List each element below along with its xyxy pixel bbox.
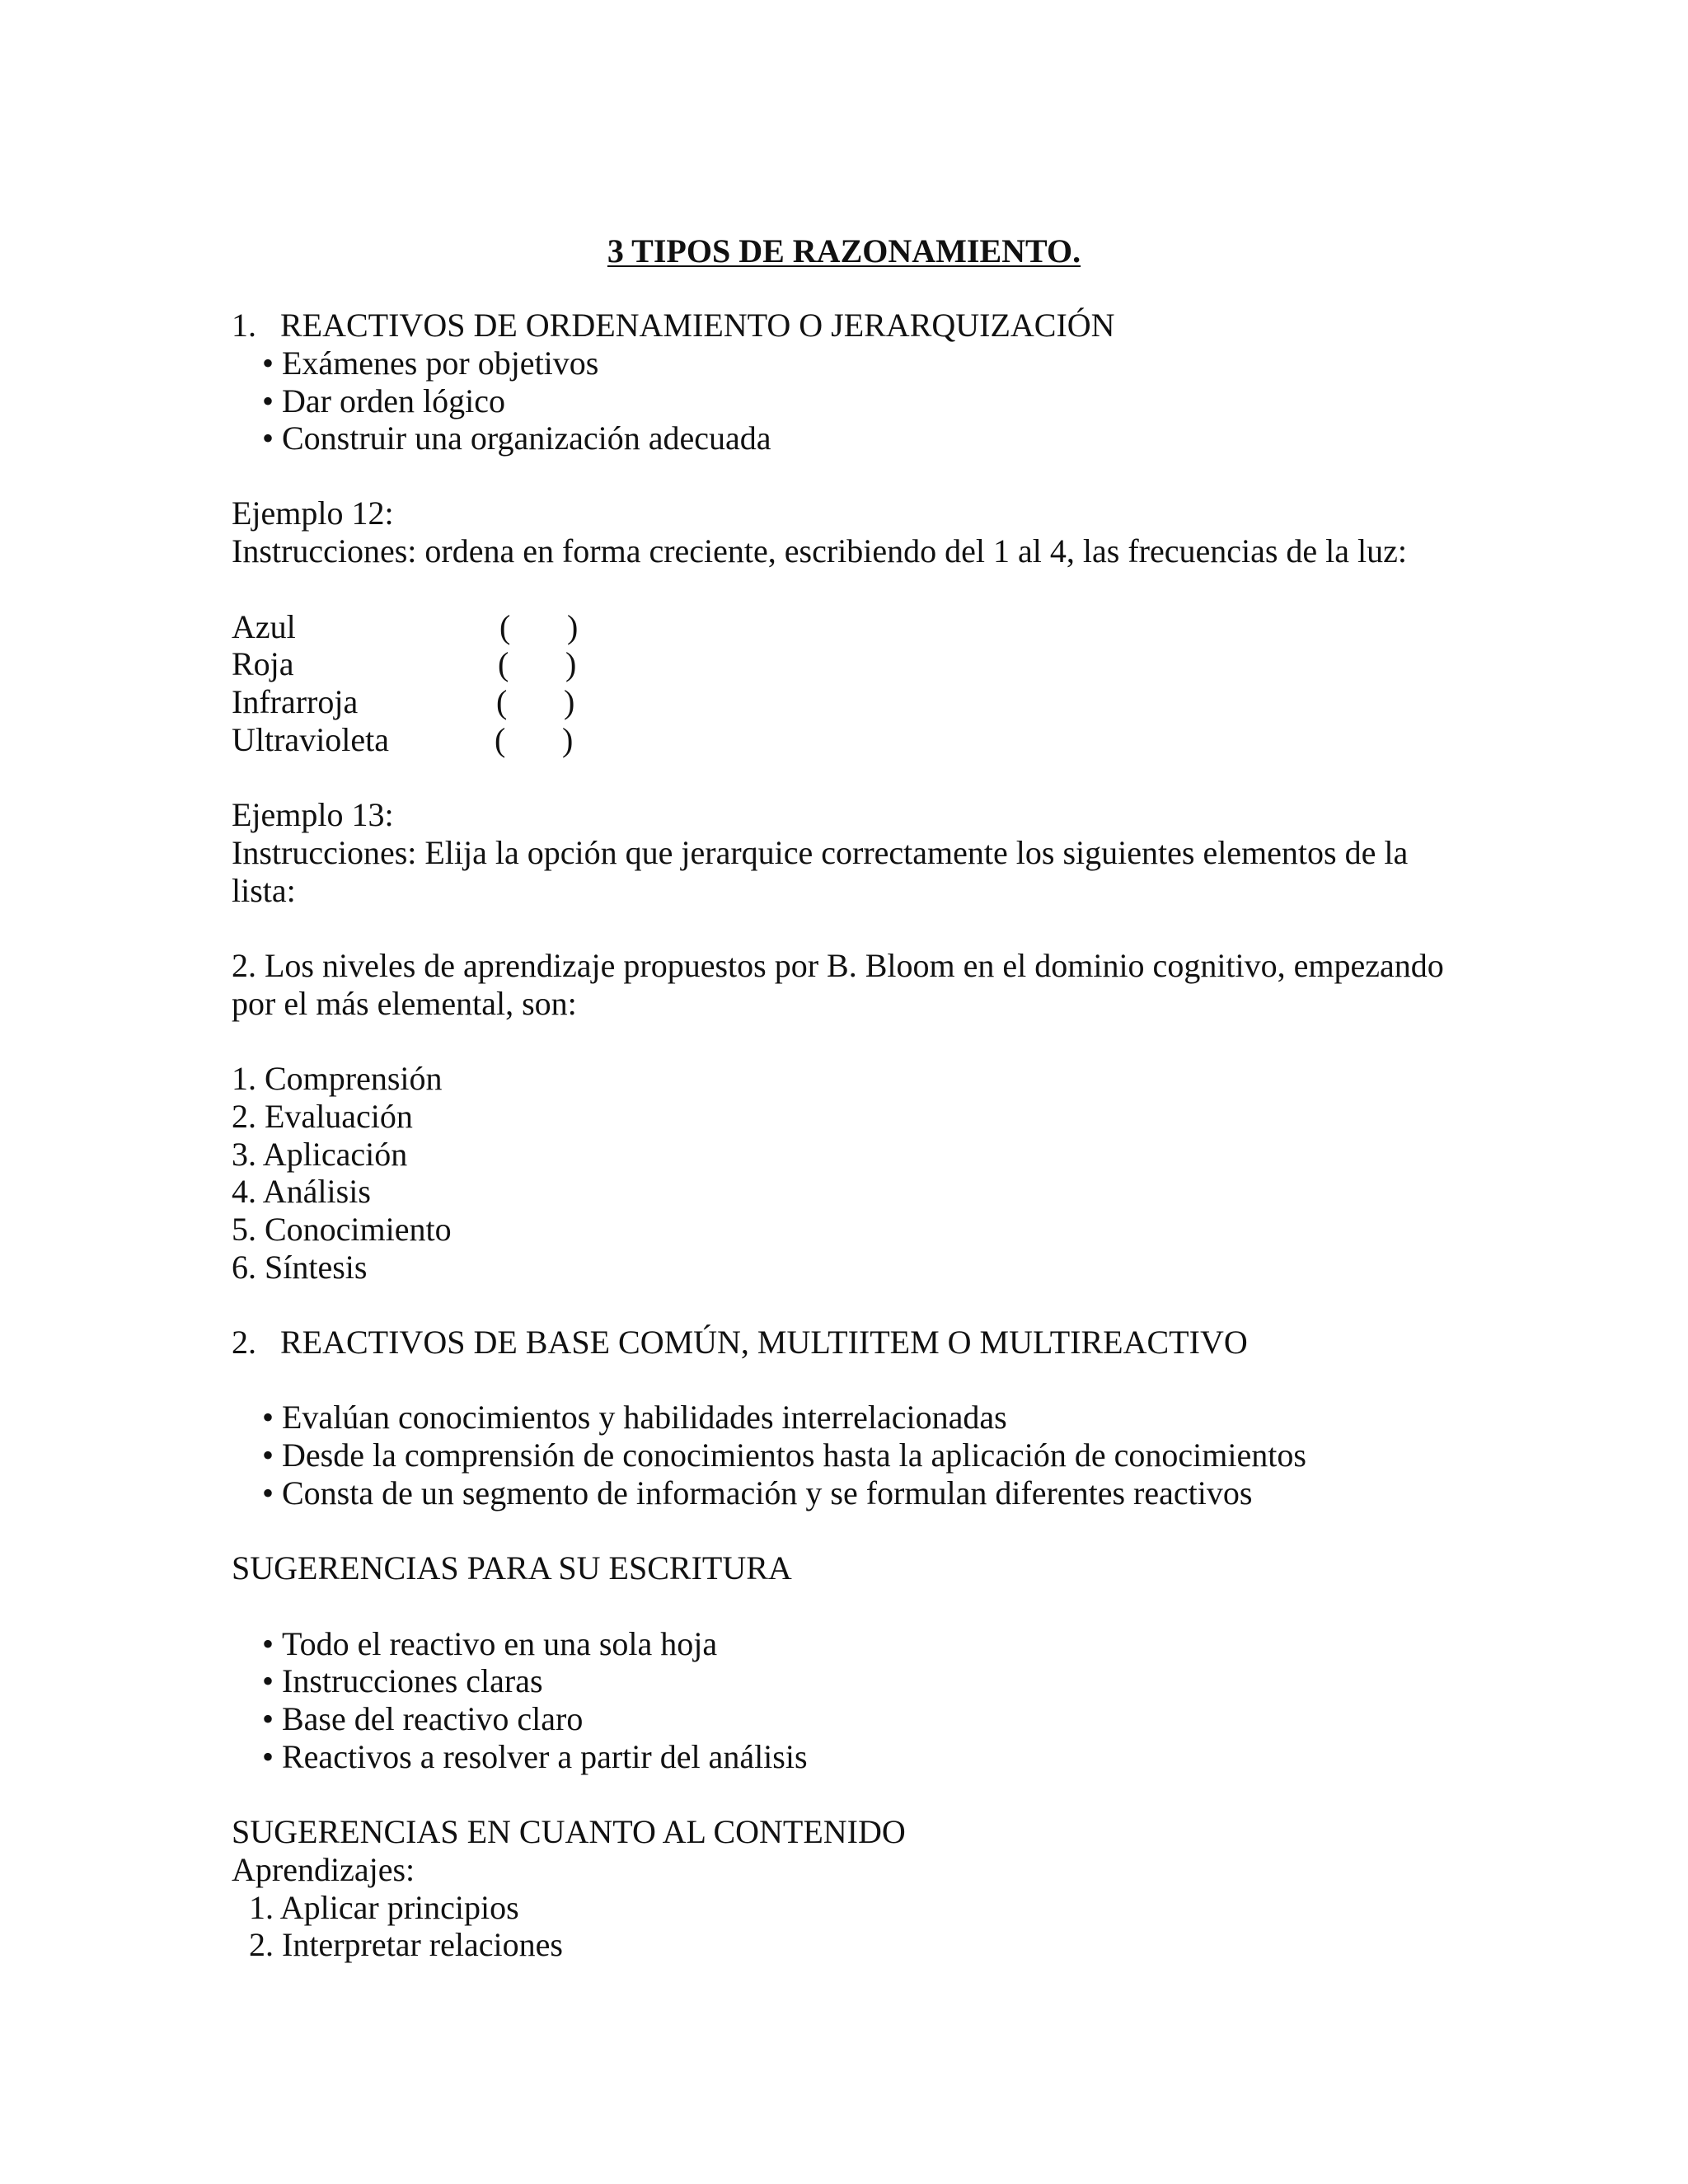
- option-item: 2. Evaluación: [232, 1098, 413, 1135]
- section1-bullet: • Dar orden lógico: [262, 382, 505, 420]
- example12-item: Infrarroja: [232, 683, 359, 720]
- example12-instructions: Instrucciones: ordena en forma creciente, escribiendo del 1 al 4, las frecuencias de la luz:: [232, 532, 1408, 569]
- example13-instructions: Instrucciones: Elija la opción que jerarquice correctamente los siguientes elementos de la: [232, 834, 1409, 871]
- example12-item: Roja: [232, 645, 294, 682]
- section2-bullet: • Evalúan conocimientos y habilidades interrelacionadas: [262, 1399, 1007, 1436]
- content-subheading: Aprendizajes:: [232, 1851, 415, 1888]
- answer-paren-open: (: [498, 645, 509, 682]
- section1-number: 1.: [232, 307, 256, 344]
- example13-instructions-cont: lista:: [232, 872, 296, 909]
- writing-bullet: • Reactivos a resolver a partir del análisis: [262, 1738, 808, 1776]
- answer-paren-open: (: [495, 721, 506, 758]
- answer-paren-open: (: [499, 608, 511, 645]
- example12-label: Ejemplo 12:: [232, 494, 394, 532]
- answer-paren-close: ): [565, 645, 577, 682]
- writing-bullet: • Todo el reactivo en una sola hoja: [262, 1625, 717, 1663]
- example12-item: Ultravioleta: [232, 721, 390, 758]
- example12-item: Azul: [232, 608, 296, 645]
- content-heading: SUGERENCIAS EN CUANTO AL CONTENIDO: [232, 1813, 906, 1850]
- option-item: 1. Comprensión: [232, 1060, 443, 1097]
- answer-paren-close: ): [567, 608, 579, 645]
- writing-bullet: • Base del reactivo claro: [262, 1700, 583, 1738]
- option-item: 5. Conocimiento: [232, 1211, 452, 1248]
- example13-label: Ejemplo 13:: [232, 796, 394, 833]
- section2-bullet: • Consta de un segmento de información y se formulan diferentes reactivos: [262, 1474, 1252, 1512]
- option-item: 6. Síntesis: [232, 1249, 368, 1286]
- section1-bullet: • Construir una organización adecuada: [262, 419, 771, 457]
- content-item: 1. Aplicar principios: [249, 1889, 519, 1926]
- section1-bullet: • Exámenes por objetivos: [262, 344, 598, 382]
- writing-bullet: • Instrucciones claras: [262, 1662, 543, 1700]
- answer-paren-open: (: [496, 683, 508, 720]
- option-item: 3. Aplicación: [232, 1136, 408, 1173]
- section2-bullet: • Desde la comprensión de conocimientos hasta la aplicación de conocimientos: [262, 1436, 1306, 1474]
- option-item: 4. Análisis: [232, 1173, 371, 1210]
- example13-question-cont: por el más elemental, son:: [232, 985, 577, 1022]
- answer-paren-close: ): [564, 683, 575, 720]
- writing-heading: SUGERENCIAS PARA SU ESCRITURA: [232, 1549, 792, 1586]
- answer-paren-close: ): [562, 721, 574, 758]
- example13-question: 2. Los niveles de aprendizaje propuestos por B. Bloom en el dominio cognitivo, empezando: [232, 947, 1444, 984]
- content-item: 2. Interpretar relaciones: [249, 1926, 563, 1963]
- section1-heading: REACTIVOS DE ORDENAMIENTO O JERARQUIZACIÓN: [280, 307, 1115, 344]
- section2-number: 2.: [232, 1324, 256, 1361]
- page-title: 3 TIPOS DE RAZONAMIENTO.: [607, 232, 1081, 269]
- section2-heading: REACTIVOS DE BASE COMÚN, MULTIITEM O MULTIREACTIVO: [280, 1324, 1248, 1361]
